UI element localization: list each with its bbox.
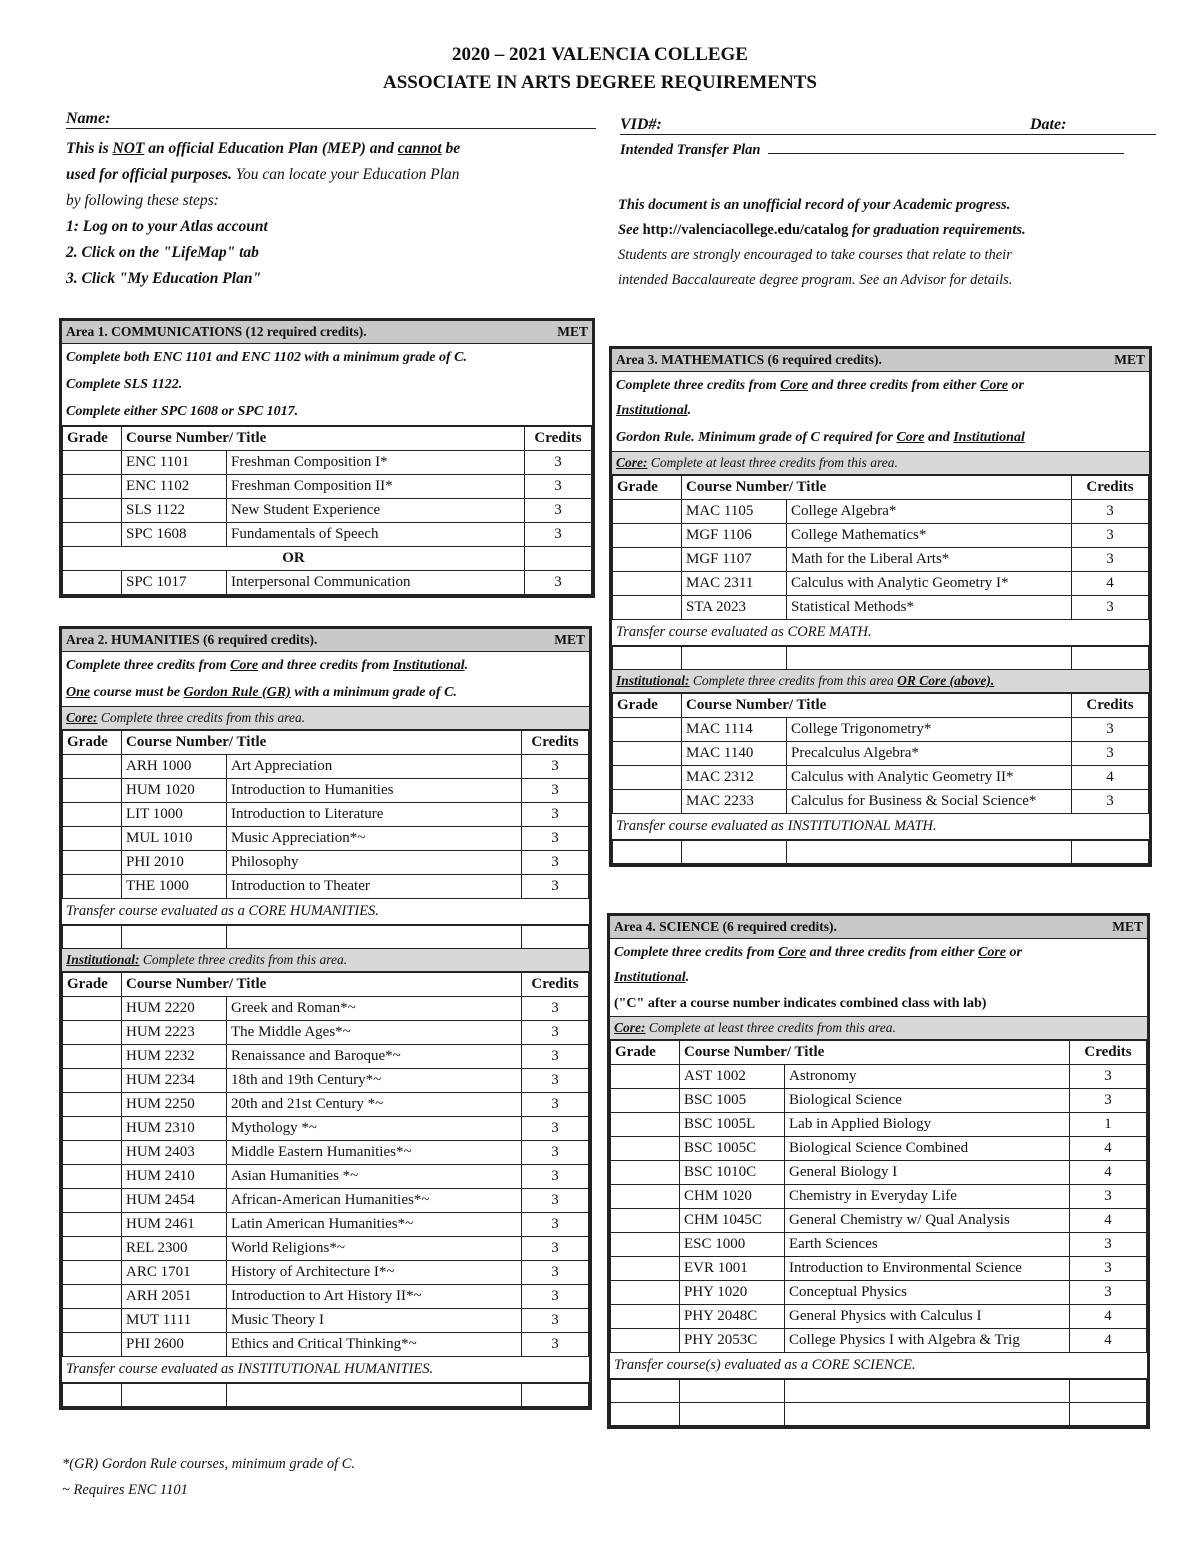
course-title: Lab in Applied Biology	[785, 1113, 1070, 1137]
course-title: Music Theory I	[227, 1309, 522, 1333]
grade-cell[interactable]	[63, 997, 122, 1021]
course-number: HUM 2223	[122, 1021, 227, 1045]
grade-cell[interactable]	[63, 451, 122, 475]
area2-core-table: Grade Course Number/ Title Credits ARH 1000 Art Appreciation 3 HUM 1020 Introduction to Humanities 3 LIT 1000 Introduction to Literature 3 MUL 1010 Music Appreciation*~ 3 PHI 2010 Philosophy 3 THE 1000 Introduction to Theater 3	[62, 730, 589, 899]
table-row	[611, 1233, 1147, 1257]
course-number: PHY 2053C	[680, 1329, 785, 1353]
grade-cell[interactable]	[63, 1141, 122, 1165]
table-row	[613, 524, 1149, 548]
area1-req2: Complete SLS 1122.	[66, 377, 183, 392]
table-row	[63, 1093, 589, 1117]
course-credits: 3	[1070, 1257, 1147, 1281]
area2-req1: Complete three credits from Core and three credits from Institutional.	[66, 658, 469, 673]
table-row	[63, 571, 592, 595]
course-number: ESC 1000	[680, 1233, 785, 1257]
grade-cell[interactable]	[611, 1137, 680, 1161]
course-number: BSC 1005	[680, 1089, 785, 1113]
table-row	[63, 875, 589, 899]
course-title: Statistical Methods*	[787, 596, 1072, 620]
table-row	[611, 1065, 1147, 1089]
area4-core-heading: Core: Complete at least three credits from this area.	[610, 1017, 1147, 1040]
course-credits: 4	[1070, 1161, 1147, 1185]
table-row	[613, 790, 1149, 814]
course-number: ENC 1102	[122, 475, 227, 499]
grade-cell[interactable]	[63, 1237, 122, 1261]
area3-core-table: Grade Course Number/ Title Credits MAC 1105 College Algebra* 3 MGF 1106 College Mathematics* 3 MGF 1107 Math for the Liberal Arts* 3 MAC 2311 Calculus with Analytic Geometry I* 4 STA 2023 Statistical Methods* 3	[612, 475, 1149, 620]
table-row	[613, 718, 1149, 742]
course-title: Introduction to Environmental Science	[785, 1257, 1070, 1281]
area2-req2: One course must be Gordon Rule (GR) with a minimum grade of C.	[62, 679, 589, 707]
table-row	[63, 1285, 589, 1309]
course-number: ARH 2051	[122, 1285, 227, 1309]
course-credits: 3	[525, 475, 592, 499]
course-credits: 3	[522, 875, 589, 899]
table-row	[63, 475, 592, 499]
area1-table: Grade Course Number/ Title Credits ENC 1101 Freshman Composition I* 3 ENC 1102 Freshman Composition II* 3 SLS 1122 New Student Experience 3 SPC 1608 Fundamentals of Speech 3 OR SPC 1017 Interpersonal Communication 3	[62, 426, 592, 595]
course-credits: 3	[522, 779, 589, 803]
course-title: Calculus for Business & Social Science*	[787, 790, 1072, 814]
area1-req3: Complete either SPC 1608 or SPC 1017.	[62, 398, 592, 426]
course-title: Calculus with Analytic Geometry I*	[787, 572, 1072, 596]
course-number: AST 1002	[680, 1065, 785, 1089]
course-number: HUM 2310	[122, 1117, 227, 1141]
area4-req1: Complete three credits from Core and three credits from either Core or Institutional.	[614, 945, 1022, 985]
table-row	[63, 1213, 589, 1237]
course-credits: 3	[522, 1261, 589, 1285]
date-label: Date:	[1030, 116, 1067, 133]
or-label: OR	[63, 547, 525, 571]
grade-cell[interactable]	[63, 1189, 122, 1213]
area1-req1: Complete both ENC 1101 and ENC 1102 with a minimum grade of C.	[66, 350, 468, 365]
table-row	[63, 1045, 589, 1069]
course-title: Ethics and Critical Thinking*~	[227, 1333, 522, 1357]
course-number: HUM 2461	[122, 1213, 227, 1237]
grade-cell[interactable]	[611, 1305, 680, 1329]
course-title: College Trigonometry*	[787, 718, 1072, 742]
course-credits: 3	[1072, 500, 1149, 524]
course-title: Earth Sciences	[785, 1233, 1070, 1257]
course-number: BSC 1010C	[680, 1161, 785, 1185]
course-number: HUM 2410	[122, 1165, 227, 1189]
table-row	[611, 1137, 1147, 1161]
course-number: ARC 1701	[122, 1261, 227, 1285]
grade-cell[interactable]	[63, 1333, 122, 1357]
grade-cell[interactable]	[63, 803, 122, 827]
area1-met: MET	[557, 324, 588, 339]
course-title: Introduction to Literature	[227, 803, 522, 827]
grade-cell[interactable]	[611, 1329, 680, 1353]
course-number: MAC 1140	[682, 742, 787, 766]
course-credits: 3	[1072, 548, 1149, 572]
grade-cell[interactable]	[63, 499, 122, 523]
course-credits: 3	[525, 571, 592, 595]
grade-cell[interactable]	[63, 1165, 122, 1189]
grade-cell[interactable]	[613, 766, 682, 790]
table-row	[63, 851, 589, 875]
document-title-year: 2020 – 2021 VALENCIA COLLEGE	[452, 44, 748, 65]
area2-inst-table: Grade Course Number/ Title Credits HUM 2220 Greek and Roman*~ 3 HUM 2223 The Middle Ages*~ 3 HUM 2232 Renaissance and Baroque*~ 3 HUM 2234 18th and 19th Century*~ 3 HUM 2250 20th and 21st Century *~ 3 HUM 2310 Mythology *~ 3 HUM 2403 Middle Eastern Humanities*~ 3 HUM 2410 Asian Humanities *~ 3 HUM 2454 African-American Humanities*~ 3 HUM 2461 Latin American Humanities*~ 3 REL 2300 World Religions*~ 3 ARC 1701 History of Architecture I*~ 3 ARH 2051 Introduction to Art History II*~ 3 MUT 1111 Music Theory I 3 PHI 2600 Ethics and Critical Thinking*~ 3	[62, 972, 589, 1357]
grade-cell[interactable]	[63, 875, 122, 899]
table-row	[611, 1089, 1147, 1113]
course-credits: 3	[522, 1045, 589, 1069]
course-title: General Biology I	[785, 1161, 1070, 1185]
course-credits: 3	[522, 1189, 589, 1213]
course-number: SPC 1017	[122, 571, 227, 595]
course-number: MGF 1106	[682, 524, 787, 548]
course-number: HUM 2403	[122, 1141, 227, 1165]
table-row	[63, 1165, 589, 1189]
area3-inst-heading: Institutional: Complete three credits from this area OR Core (above).	[612, 670, 1149, 693]
grade-cell[interactable]	[613, 524, 682, 548]
table-row	[613, 766, 1149, 790]
grade-cell[interactable]	[63, 1069, 122, 1093]
area3-core-heading: Core: Complete at least three credits from this area.	[612, 452, 1149, 475]
area4-req2: ("C" after a course number indicates combined class with lab)	[610, 991, 1147, 1017]
grade-cell[interactable]	[611, 1113, 680, 1137]
course-number: ENC 1101	[122, 451, 227, 475]
course-title: Middle Eastern Humanities*~	[227, 1141, 522, 1165]
course-title: Biological Science Combined	[785, 1137, 1070, 1161]
left-notice: This is NOT an official Education Plan (MEP) and cannot be used for official purposes. You can locate your Education Plan by following these steps: 1: Log on to your Atlas account 2. Click on the "LifeMap" tab 3. Click "My Education Plan"	[66, 140, 461, 287]
course-title: World Religions*~	[227, 1237, 522, 1261]
course-number: BSC 1005C	[680, 1137, 785, 1161]
course-number: MAC 2233	[682, 790, 787, 814]
course-number: SPC 1608	[122, 523, 227, 547]
grade-cell[interactable]	[611, 1281, 680, 1305]
course-credits: 3	[1070, 1065, 1147, 1089]
name-label: Name:	[66, 110, 111, 127]
table-row	[63, 997, 589, 1021]
course-credits: 3	[525, 523, 592, 547]
grade-cell[interactable]	[63, 571, 122, 595]
course-credits: 3	[522, 803, 589, 827]
course-title: Philosophy	[227, 851, 522, 875]
vid-label: VID#:	[620, 116, 662, 133]
course-title: General Physics with Calculus I	[785, 1305, 1070, 1329]
course-credits: 3	[525, 451, 592, 475]
course-title: Conceptual Physics	[785, 1281, 1070, 1305]
grade-cell[interactable]	[611, 1233, 680, 1257]
course-number: CHM 1045C	[680, 1209, 785, 1233]
grade-cell[interactable]	[613, 790, 682, 814]
grade-cell[interactable]	[63, 1309, 122, 1333]
grade-cell[interactable]	[63, 1045, 122, 1069]
grade-cell[interactable]	[63, 827, 122, 851]
course-title: Chemistry in Everyday Life	[785, 1185, 1070, 1209]
course-credits: 4	[1072, 572, 1149, 596]
course-number: HUM 2250	[122, 1093, 227, 1117]
course-title: Art Appreciation	[227, 755, 522, 779]
course-title: Asian Humanities *~	[227, 1165, 522, 1189]
course-credits: 3	[522, 1021, 589, 1045]
table-row	[63, 1141, 589, 1165]
table-row	[611, 1185, 1147, 1209]
course-number: BSC 1005L	[680, 1113, 785, 1137]
area2-core-heading: Core: Complete three credits from this area.	[62, 707, 589, 730]
course-credits: 3	[522, 1117, 589, 1141]
course-number: HUM 2232	[122, 1045, 227, 1069]
course-title: History of Architecture I*~	[227, 1261, 522, 1285]
course-number: MAC 2311	[682, 572, 787, 596]
course-number: PHI 2600	[122, 1333, 227, 1357]
grade-cell[interactable]	[63, 851, 122, 875]
course-number: THE 1000	[122, 875, 227, 899]
table-row	[63, 1261, 589, 1285]
course-title: Precalculus Algebra*	[787, 742, 1072, 766]
course-credits: 4	[1070, 1137, 1147, 1161]
area4-met: MET	[1112, 919, 1143, 934]
table-row	[611, 1161, 1147, 1185]
grade-cell[interactable]	[611, 1161, 680, 1185]
table-row	[613, 596, 1149, 620]
course-credits: 3	[522, 827, 589, 851]
area3-heading: Area 3. MATHEMATICS (6 required credits). MET	[612, 349, 1149, 372]
area4-core-transfer: Transfer course(s) evaluated as a CORE SCIENCE.	[610, 1353, 1147, 1379]
course-title: Music Appreciation*~	[227, 827, 522, 851]
grade-cell[interactable]	[613, 742, 682, 766]
course-title: Freshman Composition I*	[227, 451, 525, 475]
course-credits: 3	[1072, 524, 1149, 548]
area2-inst-transfer-row	[62, 1383, 589, 1407]
course-credits: 3	[1072, 596, 1149, 620]
grade-cell[interactable]	[63, 1261, 122, 1285]
table-row	[63, 1021, 589, 1045]
area3-mathematics	[609, 346, 1152, 867]
course-credits: 3	[522, 1141, 589, 1165]
table-row	[611, 1305, 1147, 1329]
course-title: Latin American Humanities*~	[227, 1213, 522, 1237]
course-number: ARH 1000	[122, 755, 227, 779]
table-row	[611, 1281, 1147, 1305]
area2-core-transfer-row	[62, 925, 589, 949]
course-title: Astronomy	[785, 1065, 1070, 1089]
course-credits: 3	[522, 1069, 589, 1093]
course-number: MAC 1105	[682, 500, 787, 524]
table-row	[63, 779, 589, 803]
grade-cell[interactable]	[613, 718, 682, 742]
course-title: Interpersonal Communication	[227, 571, 525, 595]
table-row	[611, 1113, 1147, 1137]
course-title: 20th and 21st Century *~	[227, 1093, 522, 1117]
transfer-plan-label: Intended Transfer Plan	[620, 142, 761, 158]
course-credits: 3	[522, 1237, 589, 1261]
right-notice: This document is an unofficial record of your Academic progress. See http://valenciacollege.edu/catalog for graduation requirements. Students are strongly encouraged to take courses that relate to their intended Baccalaureate degree program. See an Advisor for details.	[618, 197, 1026, 288]
area1-heading: Area 1. COMMUNICATIONS (12 required credits). MET	[62, 321, 592, 344]
footnote-gordon-rule: *(GR) Gordon Rule courses, minimum grade of C.	[62, 1456, 356, 1472]
course-credits: 3	[522, 1309, 589, 1333]
grade-cell[interactable]	[613, 548, 682, 572]
grade-cell[interactable]	[63, 779, 122, 803]
course-credits: 3	[1072, 790, 1149, 814]
table-row	[63, 451, 592, 475]
table-row	[613, 548, 1149, 572]
area2-core-transfer: Transfer course evaluated as a CORE HUMANITIES.	[62, 899, 589, 925]
grade-cell[interactable]	[611, 1257, 680, 1281]
table-row	[63, 1189, 589, 1213]
course-credits: 3	[1070, 1281, 1147, 1305]
grade-cell[interactable]	[613, 596, 682, 620]
course-number: HUM 2234	[122, 1069, 227, 1093]
course-title: College Algebra*	[787, 500, 1072, 524]
course-title: Freshman Composition II*	[227, 475, 525, 499]
course-credits: 3	[522, 755, 589, 779]
area4-core-transfer-row	[610, 1379, 1147, 1426]
course-credits: 3	[1072, 742, 1149, 766]
area3-core-transfer: Transfer course evaluated as CORE MATH.	[612, 620, 1149, 646]
course-number: PHY 2048C	[680, 1305, 785, 1329]
grade-cell[interactable]	[63, 1285, 122, 1309]
course-title: Mythology *~	[227, 1117, 522, 1141]
course-credits: 3	[522, 851, 589, 875]
grade-cell[interactable]	[63, 1117, 122, 1141]
table-row	[63, 755, 589, 779]
course-title: Introduction to Theater	[227, 875, 522, 899]
course-title: African-American Humanities*~	[227, 1189, 522, 1213]
table-row	[611, 1257, 1147, 1281]
course-number: REL 2300	[122, 1237, 227, 1261]
table-row	[63, 523, 592, 547]
course-credits: 3	[1070, 1185, 1147, 1209]
grade-cell[interactable]	[63, 1021, 122, 1045]
table-row	[63, 1117, 589, 1141]
course-title: Greek and Roman*~	[227, 997, 522, 1021]
course-title: Math for the Liberal Arts*	[787, 548, 1072, 572]
course-title: New Student Experience	[227, 499, 525, 523]
course-credits: 3	[1070, 1089, 1147, 1113]
area3-core-transfer-row	[612, 646, 1149, 670]
table-row	[63, 827, 589, 851]
course-credits: 3	[522, 1285, 589, 1309]
grade-cell[interactable]	[63, 475, 122, 499]
course-title: Calculus with Analytic Geometry II*	[787, 766, 1072, 790]
area4-core-table: Grade Course Number/ Title Credits AST 1002 Astronomy 3 BSC 1005 Biological Science 3 BSC 1005L Lab in Applied Biology 1 BSC 1005C Biological Science Combined 4 BSC 1010C General Biology I 4 CHM 1020 Chemistry in Everyday Life 3 CHM 1045C General Chemistry w/ Qual Analysis 4 ESC 1000 Earth Sciences 3 EVR 1001 Introduction to Environmental Science 3 PHY 1020 Conceptual Physics 3 PHY 2048C General Physics with Calculus I 4 PHY 2053C College Physics I with Algebra & Trig 4	[610, 1040, 1147, 1353]
course-number: MAC 1114	[682, 718, 787, 742]
table-row	[63, 1069, 589, 1093]
course-credits: 3	[522, 1165, 589, 1189]
grade-cell[interactable]	[613, 572, 682, 596]
area3-inst-transfer-row	[612, 840, 1149, 864]
course-number: MUL 1010	[122, 827, 227, 851]
name-field[interactable]	[66, 110, 596, 129]
course-number: CHM 1020	[680, 1185, 785, 1209]
table-row	[613, 572, 1149, 596]
area2-inst-heading: Institutional: Complete three credits from this area.	[62, 949, 589, 972]
course-title: College Mathematics*	[787, 524, 1072, 548]
grade-cell[interactable]	[611, 1065, 680, 1089]
table-row	[63, 803, 589, 827]
area4-science	[607, 913, 1150, 1429]
document-title: ASSOCIATE IN ARTS DEGREE REQUIREMENTS	[383, 72, 817, 93]
course-credits: 3	[1072, 718, 1149, 742]
grade-cell[interactable]	[63, 523, 122, 547]
course-title: Biological Science	[785, 1089, 1070, 1113]
grade-cell[interactable]	[63, 1093, 122, 1117]
course-number: PHI 2010	[122, 851, 227, 875]
course-number: MGF 1107	[682, 548, 787, 572]
area2-humanities	[59, 626, 592, 1410]
course-title: General Chemistry w/ Qual Analysis	[785, 1209, 1070, 1233]
area2-inst-transfer: Transfer course evaluated as INSTITUTIONAL HUMANITIES.	[62, 1357, 589, 1383]
course-number: PHY 1020	[680, 1281, 785, 1305]
table-row	[613, 500, 1149, 524]
course-number: MAC 2312	[682, 766, 787, 790]
course-credits: 4	[1070, 1329, 1147, 1353]
grade-cell[interactable]	[63, 755, 122, 779]
course-number: HUM 2220	[122, 997, 227, 1021]
course-title: Renaissance and Baroque*~	[227, 1045, 522, 1069]
area3-inst-table: Grade Course Number/ Title Credits MAC 1114 College Trigonometry* 3 MAC 1140 Precalculus Algebra* 3 MAC 2312 Calculus with Analytic Geometry II* 4 MAC 2233 Calculus for Business & Social Science* 3	[612, 693, 1149, 814]
transfer-plan-line	[768, 153, 1124, 154]
table-row	[63, 1309, 589, 1333]
course-credits: 3	[522, 1093, 589, 1117]
grade-cell[interactable]	[611, 1209, 680, 1233]
course-title: The Middle Ages*~	[227, 1021, 522, 1045]
table-row	[63, 1333, 589, 1357]
course-credits: 4	[1072, 766, 1149, 790]
course-credits: 3	[522, 997, 589, 1021]
grade-cell[interactable]	[613, 500, 682, 524]
grade-cell[interactable]	[611, 1185, 680, 1209]
course-credits: 4	[1070, 1305, 1147, 1329]
footnote-requires-enc: ~ Requires ENC 1101	[62, 1482, 188, 1498]
course-title: 18th and 19th Century*~	[227, 1069, 522, 1093]
area2-met: MET	[554, 632, 585, 647]
table-row	[611, 1329, 1147, 1353]
course-number: SLS 1122	[122, 499, 227, 523]
course-credits: 3	[1070, 1233, 1147, 1257]
course-credits: 4	[1070, 1209, 1147, 1233]
course-title: Introduction to Humanities	[227, 779, 522, 803]
transfer-plan-field[interactable]	[620, 142, 1124, 159]
course-number: HUM 1020	[122, 779, 227, 803]
course-number: EVR 1001	[680, 1257, 785, 1281]
area4-heading: Area 4. SCIENCE (6 required credits). MET	[610, 916, 1147, 939]
area3-req2: Gordon Rule. Minimum grade of C required for Core and Institutional	[612, 424, 1149, 452]
area3-met: MET	[1114, 352, 1145, 367]
area3-inst-transfer: Transfer course evaluated as INSTITUTIONAL MATH.	[612, 814, 1149, 840]
area2-heading: Area 2. HUMANITIES (6 required credits). MET	[62, 629, 589, 652]
course-title: Introduction to Art History II*~	[227, 1285, 522, 1309]
course-number: HUM 2454	[122, 1189, 227, 1213]
course-credits: 3	[525, 499, 592, 523]
vid-date-field[interactable]	[620, 116, 1156, 135]
course-number: LIT 1000	[122, 803, 227, 827]
table-row	[63, 499, 592, 523]
grade-cell[interactable]	[63, 1213, 122, 1237]
course-credits: 1	[1070, 1113, 1147, 1137]
course-credits: 3	[522, 1333, 589, 1357]
course-title: College Physics I with Algebra & Trig	[785, 1329, 1070, 1353]
table-row	[611, 1209, 1147, 1233]
course-credits: 3	[522, 1213, 589, 1237]
course-number: MUT 1111	[122, 1309, 227, 1333]
table-row	[63, 1237, 589, 1261]
grade-cell[interactable]	[611, 1089, 680, 1113]
course-title: Fundamentals of Speech	[227, 523, 525, 547]
area3-req1: Complete three credits from Core and three credits from either Core or Institutional.	[616, 378, 1024, 418]
course-number: STA 2023	[682, 596, 787, 620]
area1-communications	[59, 318, 595, 598]
table-row	[613, 742, 1149, 766]
